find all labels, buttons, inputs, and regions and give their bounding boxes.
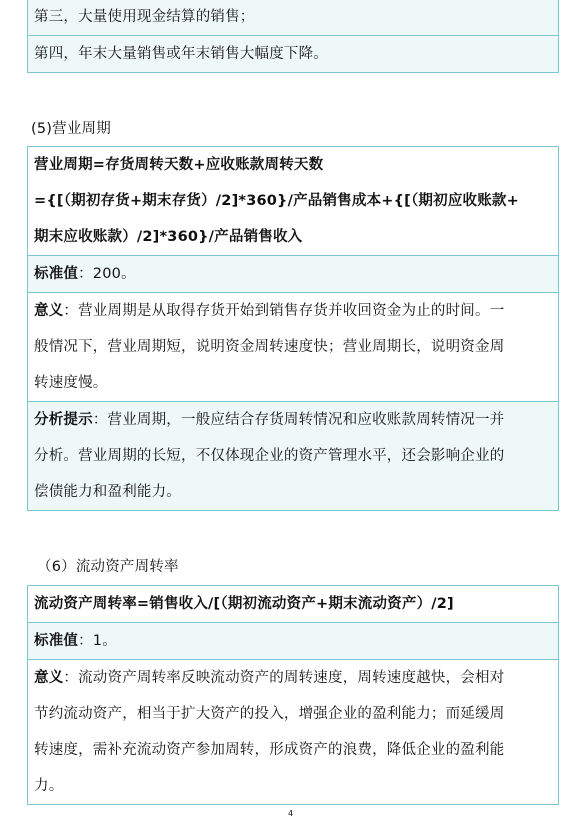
formula-line: ={[（期初存货+期末存货）/2]*360}/产品销售成本+{[（期初应收账款+ <box>34 193 519 209</box>
meaning-text: ：营业周期是从取得存货开始到销售存货并收回资金为止的时间。一 <box>63 303 505 319</box>
standard-value-row <box>28 255 558 292</box>
analysis-tip-text: ：营业周期，一般应结合存货周转情况和应收账款周转情况一并 <box>92 412 505 428</box>
analysis-tip-text: 偿债能力和盈利能力。 <box>34 484 181 500</box>
meaning-row <box>28 659 558 804</box>
formula-line: 流动资产周转率=销售收入/[（期初流动资产+期末流动资产）/2] <box>34 596 454 612</box>
standard-value-text: ：1。 <box>78 633 117 649</box>
page-number: 4 <box>287 809 294 818</box>
meaning-row <box>28 292 558 401</box>
analysis-tip-text: 分析。营业周期的长短，不仅体现企业的资产管理水平，还会影响企业的 <box>34 448 505 464</box>
standard-value-label: 标准值 <box>34 266 79 282</box>
meaning-text: 力。 <box>34 778 64 794</box>
section-6-heading: （6）流动资产周转率 <box>37 559 179 575</box>
text-line: 第四，年末大量销售或年末销售大幅度下降。 <box>34 46 328 62</box>
meaning-text: 转速度，需补充流动资产参加周转，形成资产的浪费，降低企业的盈利能 <box>34 742 505 758</box>
meaning-text: 节约流动资产，相当于扩大资产的投入，增强企业的盈利能力；而延缓周 <box>34 706 505 722</box>
meaning-text: ：流动资产周转率反映流动资产的周转速度，周转速度越快，会相对 <box>63 670 505 686</box>
meaning-label: 意义 <box>34 670 64 686</box>
text-row-fourth <box>28 35 558 72</box>
meaning-text: 般情况下，营业周期短，说明资金周转速度快；营业周期长，说明资金周 <box>34 339 505 355</box>
standard-value-label: 标准值 <box>34 633 79 649</box>
analysis-tip-row <box>28 401 558 510</box>
standard-value-row <box>28 622 558 659</box>
current-asset-turnover-box <box>27 585 559 805</box>
operating-cycle-box <box>27 146 559 511</box>
formula-row <box>28 147 558 255</box>
text-row-third <box>28 0 558 35</box>
formula-line: 期末应收账款）/2]*360}/产品销售收入 <box>34 229 303 245</box>
section-5-heading: (5)营业周期 <box>31 121 111 137</box>
continued-text-box <box>27 0 559 73</box>
text-line: 第三，大量使用现金结算的销售； <box>34 9 255 25</box>
meaning-label: 意义 <box>34 303 64 319</box>
formula-row <box>28 586 558 622</box>
meaning-text: 转速度慢。 <box>34 375 108 391</box>
standard-value-text: ：200。 <box>78 266 136 282</box>
analysis-tip-label: 分析提示 <box>34 412 93 428</box>
formula-line: 营业周期=存货周转天数+应收账款周转天数 <box>34 157 324 173</box>
